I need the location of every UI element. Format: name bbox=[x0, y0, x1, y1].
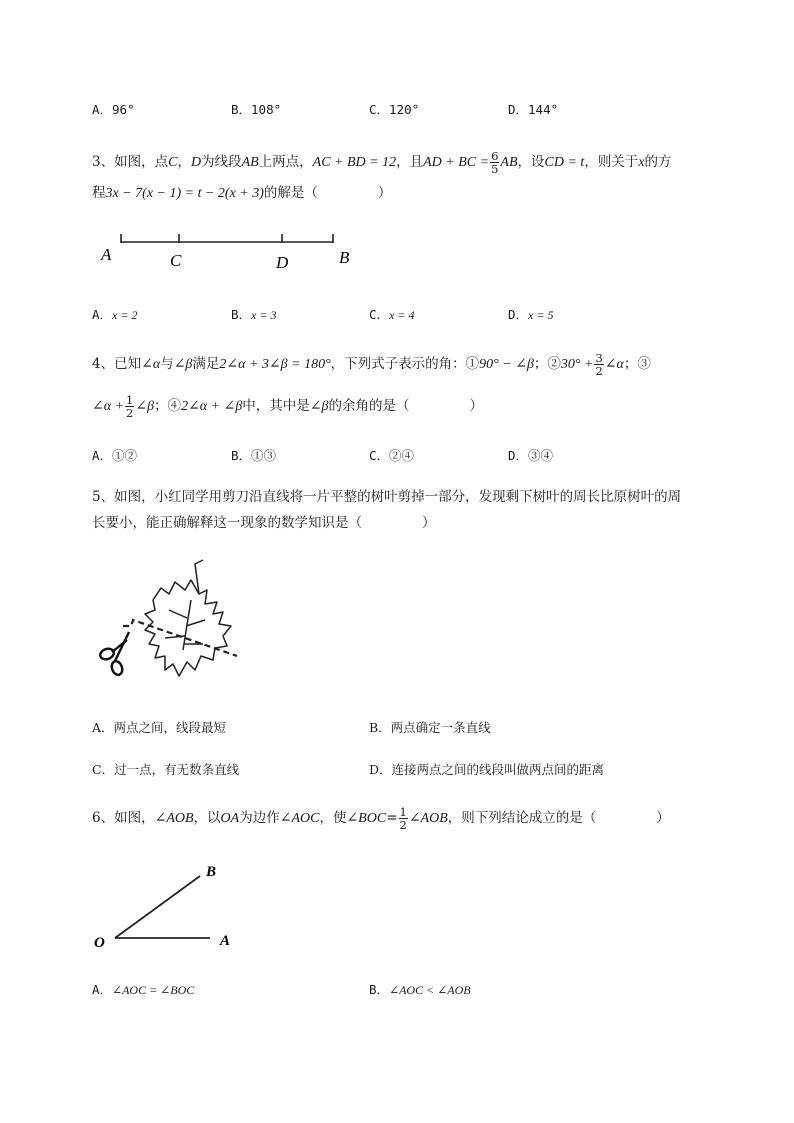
q4-fraction-3: $\frac{1}{2}$ bbox=[126, 393, 134, 420]
q4-option-c: C．②④ bbox=[369, 448, 415, 463]
q5-option-d: D．连接两点之间的线段叫做两点间的距离 bbox=[369, 762, 605, 777]
q3-option-a: A．x = 2 bbox=[92, 307, 138, 322]
q2-option-c: C．120° bbox=[369, 102, 420, 117]
q4-fraction-2: $\frac{3}{2}$ bbox=[595, 351, 603, 378]
point-d-label: D bbox=[276, 253, 289, 272]
q3-line2: 程3x − 7(x − 1) = t − 2(x + 3)的解是（ ） bbox=[92, 185, 392, 201]
q3-segment-figure bbox=[95, 228, 365, 273]
q6-number: 6、 bbox=[92, 810, 115, 826]
point-a-label: A bbox=[101, 245, 112, 264]
q4-line1: 4、已知∠α与∠β满足2∠α + 3∠β = 180°，下列式子表示的角：①90° − ∠β；②30° + $\frac{3}{2}$ ∠α；③ bbox=[92, 351, 651, 378]
point-a-label: A bbox=[220, 933, 231, 949]
q3-option-b: B．x = 3 bbox=[231, 307, 277, 322]
q3-option-c: C．x = 4 bbox=[369, 307, 415, 322]
q2-option-a: A．96° bbox=[92, 102, 135, 117]
q5-line2: 长要小，能正确解释这一现象的数学知识是（ ） bbox=[92, 515, 436, 531]
q4-line2: ∠α + $\frac{1}{2}$ ∠β；④2∠α + ∠β中，其中是∠β的余角的是（ ） bbox=[92, 393, 483, 420]
point-o-label: O bbox=[94, 935, 105, 951]
q4-option-d: D．③④ bbox=[508, 448, 554, 463]
q5-number: 5、 bbox=[92, 489, 115, 505]
q6-line1: 6、如图，∠AOB，以OA为边作∠AOC，使∠BOC= $\frac{1}{2}$ ∠AOB，则下列结论成立的是（ ） bbox=[92, 805, 670, 832]
q3-option-d: D．x = 5 bbox=[508, 307, 554, 322]
leaf-icon bbox=[145, 560, 231, 676]
q4-option-a: A．①② bbox=[92, 448, 138, 463]
leaf-scissors-figure bbox=[95, 560, 255, 690]
q4-option-b: B．①③ bbox=[231, 448, 277, 463]
q3-number: 3、 bbox=[92, 154, 115, 170]
q5-option-c: C．过一点，有无数条直线 bbox=[92, 762, 240, 777]
q4-number: 4、 bbox=[92, 356, 115, 372]
q5-option-a: A．两点之间，线段最短 bbox=[92, 720, 227, 735]
q2-option-b: B．108° bbox=[231, 102, 282, 117]
scissors-icon bbox=[99, 632, 129, 676]
q6-option-b: B．∠AOC < ∠AOB bbox=[369, 982, 471, 997]
q5-option-b: B．两点确定一条直线 bbox=[369, 720, 491, 735]
q3-fraction: $\frac{6}{5}$ bbox=[491, 149, 499, 176]
ray-ob bbox=[115, 876, 200, 938]
point-c-label: C bbox=[170, 251, 182, 270]
q4-condition: 2∠α + 3∠β = 180° bbox=[219, 357, 331, 372]
point-b-label: B bbox=[339, 248, 350, 267]
q2-option-d: D．144° bbox=[508, 102, 559, 117]
angle-aob-figure bbox=[92, 856, 252, 956]
cut-line bbox=[123, 620, 237, 656]
q6-fraction: $\frac{1}{2}$ bbox=[399, 805, 407, 832]
q3-line1: 3、如图，点C，D为线段AB上两点，AC + BD = 12，且AD + BC = $\frac{6}{5}$ AB，设CD = t，则关于x的方 bbox=[92, 149, 672, 176]
q5-line1: 5、如图，小红同学用剪刀沿直线将一片平整的树叶剪掉一部分，发现剩下树叶的周长比原树叶的周 bbox=[92, 489, 682, 505]
point-b-label: B bbox=[206, 864, 217, 880]
q6-option-a: A．∠AOC = ∠BOC bbox=[92, 982, 195, 997]
q3-equation: 3x − 7(x − 1) = t − 2(x + 3) bbox=[105, 186, 264, 201]
q3-equation-1: AC + BD = 12 bbox=[312, 155, 397, 170]
